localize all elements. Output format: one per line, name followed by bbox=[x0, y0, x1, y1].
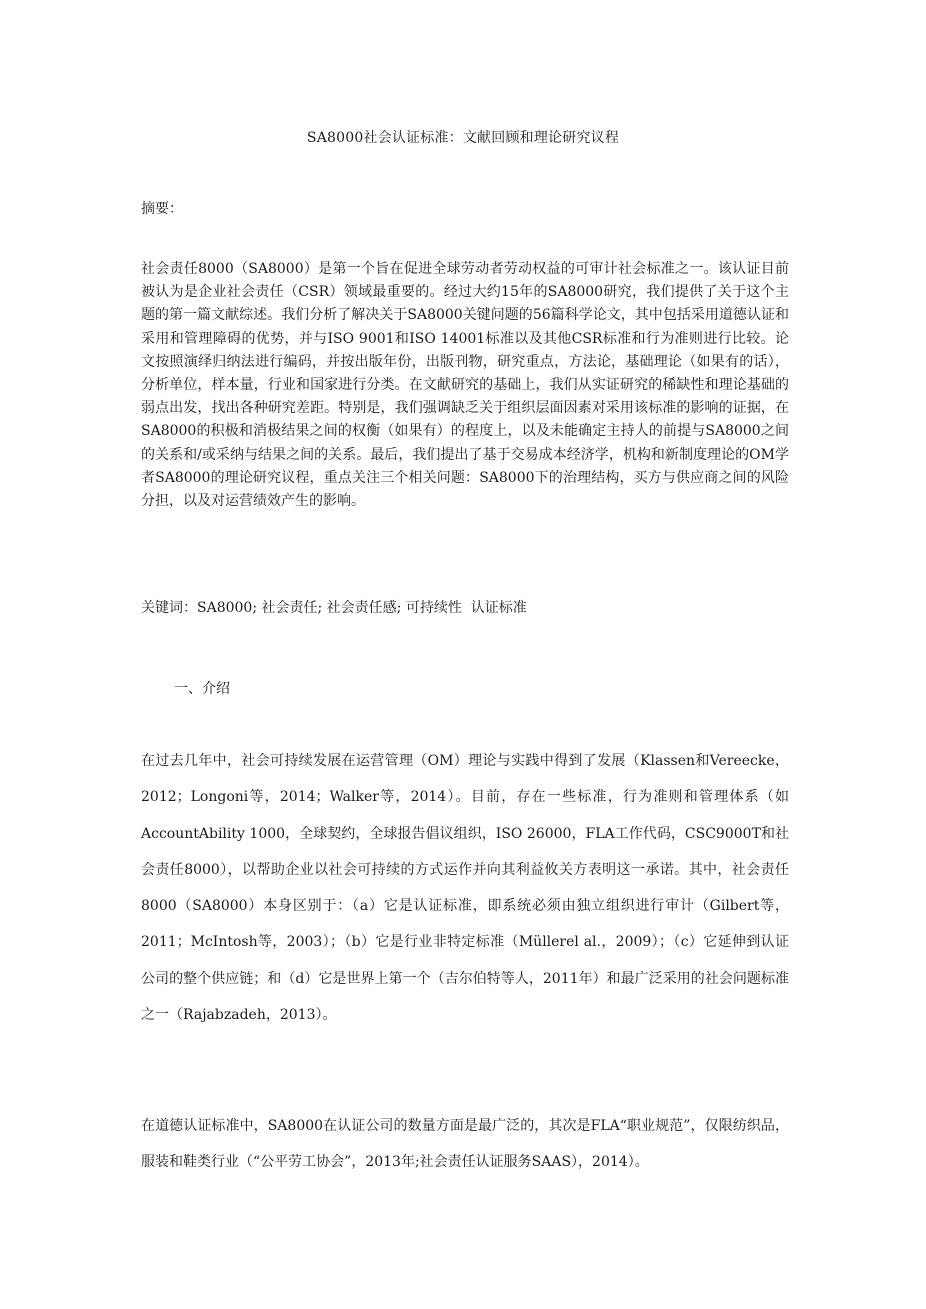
intro-paragraph-1: 在过去几年中，社会可持续发展在运营管理（OM）理论与实践中得到了发展（Klassen和Vereecke，2012；Longoni等，2014；Walker等，2014）。目前，存在一些标准，行为准则和管理体系（如AccountAbility 1000，全球契约，全球报告倡议组织，ISO 26000，FLA工作代码，CSC9000T和社会责任8000），以帮助企业以社会可持续的方式运作并向其利益攸关方表明这一承诺。其中，社会责任8000（SA8000）本身区别于：（a）它是认证标准，即系统必须由独立组织进行审计（Gilbert等，2011；McIntosh等，2003）；（b）它是行业非特定标准（Müllerel al.，2009）；（c）它延伸到认证公司的整个供应链；和（d）它是世界上第一个（吉尔伯特等人，2011年）和最广泛采用的社会问题标准之一（Rajabzadeh，2013）。 bbox=[141, 753, 789, 1024]
section-heading-introduction: 一、介绍 bbox=[174, 681, 230, 697]
document-title: SA8000社会认证标准：文献回顾和理论研究议程 bbox=[306, 130, 620, 146]
intro-paragraph-2: 在道德认证标准中，SA8000在认证公司的数量方面是最广泛的，其次是FLA“职业规范”，仅限纺织品，服装和鞋类行业（“公平劳工协会”，2013年;社会责任认证服务SAAS），2014）。 bbox=[141, 1118, 789, 1171]
keywords-line: 关键词：SA8000; 社会责任; 社会责任感; 可持续性 认证标准 bbox=[141, 600, 527, 616]
abstract-label: 摘要： bbox=[141, 201, 183, 217]
abstract-text: 社会责任8000（SA8000）是第一个旨在促进全球劳动者劳动权益的可审计社会标准之一。该认证目前被认为是企业社会责任（CSR）领域最重要的。经过大约15年的SA8000研究，我们提供了关于这个主题的第一篇文献综述。我们分析了解决关于SA8000关键问题的56篇科学论文，其中包括采用道德认证和采用和管理障碍的优势，并与ISO 9001和ISO 14001标准以及其他CSR标准和行为准则进行比较。论文按照演绎归纳法进行编码，并按出版年份，出版刊物，研究重点，方法论，基础理论（如果有的话），分析单位，样本量，行业和国家进行分类。在文献研究的基础上，我们从实证研究的稀缺性和理论基础的弱点出发，找出各种研究差距。特别是，我们强调缺乏关于组织层面因素对采用该标准的影响的证据，在SA8000的积极和消极结果之间的权衡（如果有）的程度上，以及未能确定主持人的前提与SA8000之间的关系和/或采纳与结果之间的关系。最后，我们提出了基于交易成本经济学，机构和新制度理论的OM学者SA8000的理论研究议程，重点关注三个相关问题：SA8000下的治理结构，买方与供应商之间的风险分担，以及对运营绩效产生的影响。 bbox=[141, 261, 789, 510]
